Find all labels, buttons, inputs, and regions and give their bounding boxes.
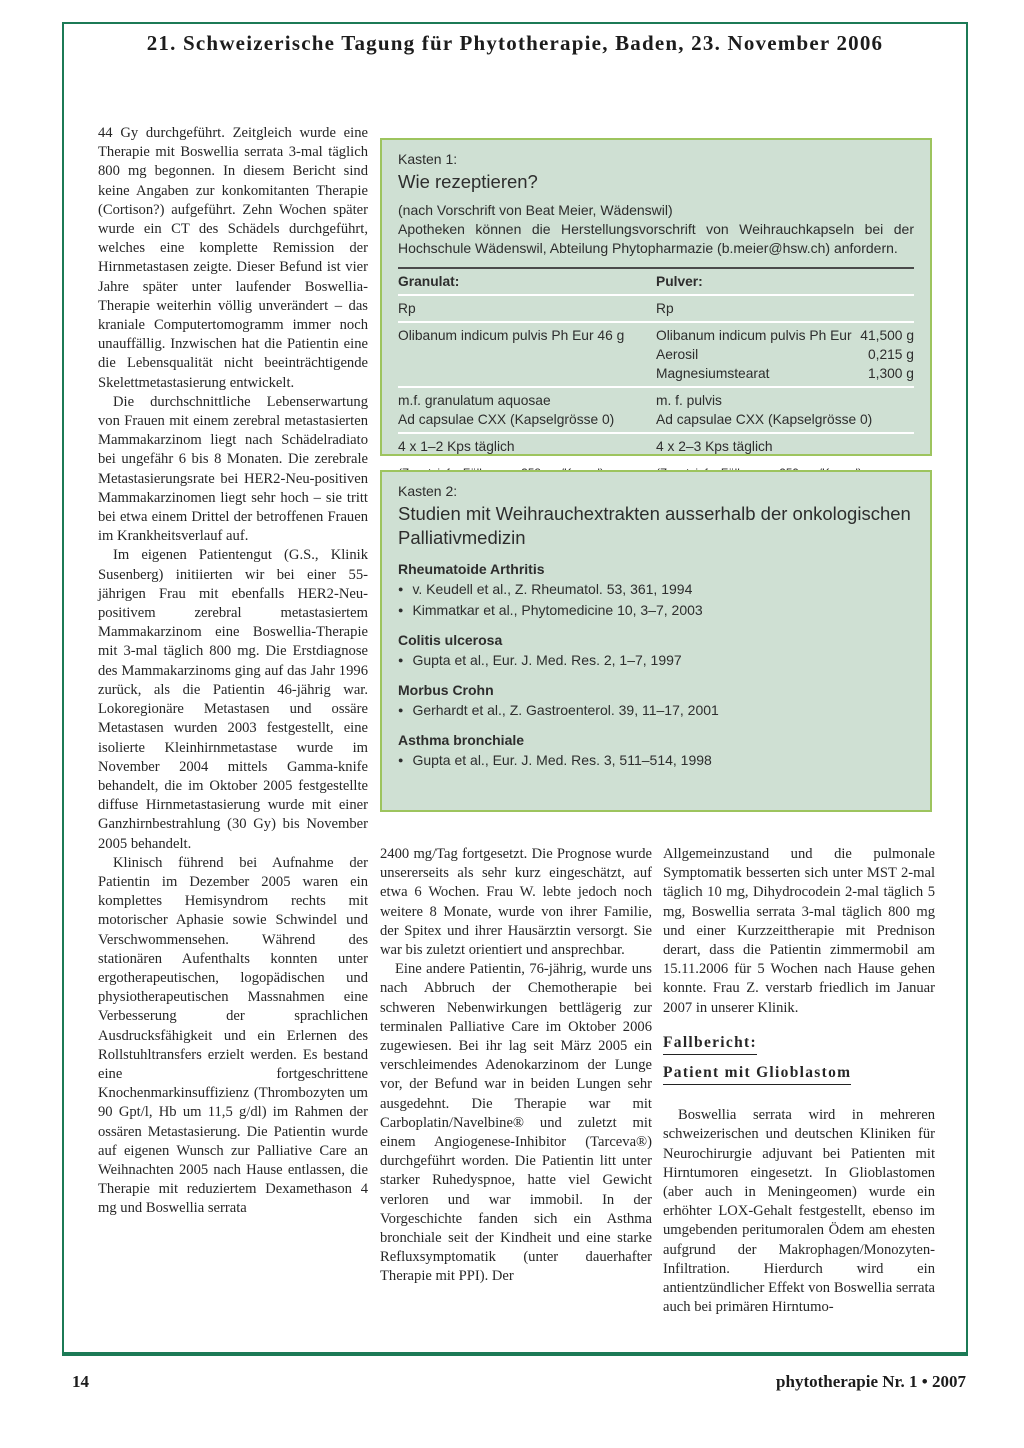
recipe-table [398, 267, 914, 486]
granulat-ingredients [398, 326, 656, 383]
dosage-row [398, 434, 914, 461]
ingredient-line [656, 345, 914, 364]
bullet-icon: ● [398, 655, 404, 665]
reference-item [398, 579, 914, 600]
kasten2-title: Studien mit Weihrauchextrakten ausserhalb der onkologischen Palliativmedizin [398, 503, 911, 548]
preparation-row [398, 388, 914, 434]
bullet-icon: ● [398, 605, 404, 615]
mf-line: m. f. pulvis [656, 393, 722, 408]
rp-row [398, 296, 914, 323]
study-section [398, 561, 914, 621]
study-section [398, 732, 914, 771]
mf-line: m.f. granulatum aquosae [398, 393, 551, 408]
case-report-heading [663, 1033, 935, 1093]
journal-name: phytotherapie Nr. 1 • 2007 [776, 1372, 966, 1391]
kasten2-box [380, 470, 932, 812]
ingredient-amount: 46 g [597, 328, 625, 343]
bullet-icon: ● [398, 755, 404, 765]
study-section [398, 632, 914, 671]
kasten1-note: Apotheken können die Herstellungsvorschrift von Weihrauchkapseln bei der Hochschule Wädenswil, Abteilung Phytopharmazie (b.meier@hsw.ch) anfordern. [398, 221, 914, 256]
reference-text: Kimmatkar et al., Phytomedicine 10, 3–7, 2003 [412, 602, 703, 618]
reference-item [398, 750, 914, 771]
kasten2-label: Kasten 2: [398, 483, 458, 499]
heading-line: Patient mit Glioblastom [663, 1063, 851, 1085]
reference-text: Gerhardt et al., Z. Gastroenterol. 39, 11–17, 2001 [412, 702, 719, 718]
section-heading: Colitis ulcerosa [398, 632, 503, 648]
reference-item [398, 600, 914, 621]
ingredient-amount: 0,215 g [867, 347, 914, 362]
bullet-icon: ● [398, 584, 404, 594]
paragraph: Allgemeinzustand und die pulmonale Symptomatik besserten sich unter MST 2-mal täglich 10 mg, Dihydrocodein 2-mal täglich 5 mg, Boswellia serrata 3-mal täglich 800 mg und einer Kurzzeittherapie mit Prednison derart, dass die Patientin zimmermobil am 15.11.2006 für 5 Wochen nach Hause gehen konnte. Frau Z. verstarb friedlich im Januar 2007 in unserer Klinik. [663, 846, 935, 1016]
paragraph: 2400 mg/Tag fortgesetzt. Die Prognose wurde unsererseits als sehr kurz eingeschätzt, auf etwa 6 Wochen. Frau W. lebte jedoch noch weitere 8 Monate, wurde von ihrer Familie, der Spitex und ihrer Hausärztin versorgt. Sie war bis zuletzt orientiert und ansprechbar. [380, 846, 652, 959]
paragraph: Eine andere Patientin, 76-jährig, wurde uns nach Abbruch der Chemotherapie bei schweren Nebenwirkungen bettlägerig zur terminalen Palliative Care im Oktober 2006 zugewiesen. Bei ihr lag seit März 2005 ein verschleimendes Adenokarzinom der Lunge vor, der Befund war in beiden Lungen sehr ausgedehnt. Die Therapie war mit Carboplatin/Navelbine® und zuletzt mit einem Angiogenese-Inhibitor (Tarceva®) durchgeführt worden. Die Patientin litt unter starker Ruhedyspnoe, hatte viel Gewicht verloren und war immobil. In der Vorgeschichte fanden sich ein Asthma bronchiale seit der Kindheit und eine starke Refluxsymptomatik (unter dauerhafter Therapie mit PPI). Der [380, 961, 652, 1285]
reference-text: Gupta et al., Eur. J. Med. Res. 3, 511–514, 1998 [412, 752, 712, 768]
capsule-line: Ad capsulae CXX (Kapselgrösse 0) [398, 412, 615, 427]
granulat-header: Granulat: [398, 274, 460, 289]
reference-text: v. Keudell et al., Z. Rheumatol. 53, 361, 1994 [412, 581, 693, 597]
kasten1-label: Kasten 1: [398, 151, 458, 167]
granulat-rp: Rp [398, 301, 416, 316]
bullet-icon: ● [398, 705, 404, 715]
kasten1-box [380, 138, 932, 456]
paragraph: 44 Gy durchgeführt. Zeitgleich wurde eine Therapie mit Boswellia serrata 3-mal täglich 800 mg begonnen. In diesem Bericht sind keine Angaben zur konkomitanten Therapie (Cortison?) aufgeführt. Zehn Wochen später wurde ein CT des Schädels durchgeführt, welches eine komplette Remission der Hirnmetastasen zeigte. Dieser Befund ist vier Jahre später unter laufender Boswellia-Therapie weiterhin völlig unverändert – das kraniale Computertomogramm immer noch unauffällig. Inzwischen hat die Patientin eine die Lebensqualität nicht beeinträchtigende Skelettmetastasierung entwickelt. [98, 125, 368, 391]
granulat-dosage: 4 x 1–2 Kps täglich [398, 439, 515, 454]
capsule-line: Ad capsulae CXX (Kapselgrösse 0) [656, 412, 873, 427]
reference-item [398, 650, 914, 671]
right-text-column [663, 845, 935, 1347]
table-header-row [398, 267, 914, 296]
ingredient-name: Olibanum indicum pulvis Ph Eur [656, 328, 852, 343]
ingredient-name: Magnesiumstearat [656, 366, 770, 381]
page-title: 21. Schweizerische Tagung für Phytotherapie, Baden, 23. November 2006 [146, 31, 884, 55]
paragraph: Boswellia serrata wird in mehreren schweizerischen und deutschen Kliniken für Neurochirurgie adjuvant bei Patienten mit Hirntumoren eingesetzt. In Glioblastomen (aber auch in Meningeomen) wurde ein erhöhter LOX-Gehalt festgestellt, ebenso im umgebenden peritumoralen Ödem am ehesten aufgrund der Makrophagen/Monozyten-Infiltration. Hierdurch wird ein antientzündlicher Effekt von Boswellia serrata auch bei primären Hirntumo- [663, 1107, 935, 1316]
reference-item [398, 700, 914, 721]
granulat-preparation [398, 391, 656, 429]
page-number: 14 [72, 1372, 89, 1391]
ingredients-row [398, 323, 914, 388]
pulver-rp: Rp [656, 301, 674, 316]
section-heading: Morbus Crohn [398, 682, 494, 698]
study-section [398, 682, 914, 721]
paragraph: Die durchschnittliche Lebenserwartung von Frauen mit einem zerebral metastasierten Mammakarzinom liegt nach Schädelradiato bei ungefähr 6 bis 8 Monaten. Die zerebrale Metastasierungsrate bei HER2-Neu-positiven Mammakarzinomen liegt sehr hoch – sie tritt bei etwa einem Drittel der betroffenen Frauen im Krankheitsverlauf auf. [98, 393, 368, 545]
ingredient-name: Olibanum indicum pulvis Ph Eur [398, 328, 594, 343]
kasten1-title: Wie rezeptieren? [398, 171, 538, 192]
ingredient-line [656, 364, 914, 383]
paragraph: Im eigenen Patientengut (G.S., Klinik Susenberg) initiierten wir bei einer 55-jährigen Frau mit ebenfalls HER2-Neu-positivem zerebral metastasiertem Mammakarzinom eine Boswellia-Therapie mit 3-mal täglich 800 mg. Die Erstdiagnose des Mammakarzinoms ging auf das Jahr 1996 zurück, als die Patientin 46-jährig war. Lokoregionäre Metastasen und ossäre Metastasen wurden 2003 festgestellt, eine isolierte Kleinhirnmetastase wurde im November 2004 mittels Gamma-knife behandelt, die im Oktober 2005 festgestellte diffuse Hirnmetastasierung wurde mit einer Ganzhirnbestrahlung (30 Gy) bis November 2005 behandelt. [98, 547, 368, 852]
heading-line: Fallbericht: [663, 1033, 757, 1055]
kasten1-subtitle: (nach Vorschrift von Beat Meier, Wädenswil) [398, 202, 673, 218]
reference-text: Gupta et al., Eur. J. Med. Res. 2, 1–7, 1997 [412, 652, 682, 668]
page-footer [72, 1372, 966, 1392]
section-heading: Asthma bronchiale [398, 732, 525, 748]
left-text-column [98, 124, 368, 1348]
middle-text-column [380, 845, 652, 1347]
pulver-ingredients [656, 326, 914, 383]
paragraph: Klinisch führend bei Aufnahme der Patientin im Dezember 2005 waren ein komplettes Hemisyndrom rechts mit motorischer Aphasie sowie Schwindel und Verschwommensehen. Während des stationären Aufenthalts konnten unter ergotherapeutischen, logopädischen und physiotherapeutischen Massnahmen eine Verbesserung der sprachlichen Ausdrucksfähigkeit und ein Erlernen des Rollstuhltransfers erzielt werden. Es bestand eine fortgeschrittene Knochenmarkinsuffizienz (Thrombozyten um 90 Gpt/l, Hb um 11,5 g/dl) im Rahmen der ossären Metastasierung. Die Patientin wurde auf eigenen Wunsch zur Palliative Care an Weihnachten 2005 nach Hause entlassen, die Therapie mit reduziertem Dexamethason 4 mg und Boswellia serrata [98, 854, 368, 1217]
ingredient-line [656, 326, 914, 345]
ingredient-amount: 1,300 g [867, 366, 914, 381]
pulver-preparation [656, 391, 914, 429]
ingredient-name: Aerosil [656, 347, 699, 362]
section-heading: Rheumatoide Arthritis [398, 561, 545, 577]
pulver-header: Pulver: [656, 274, 703, 289]
ingredient-amount: 41,500 g [860, 328, 914, 343]
pulver-dosage: 4 x 2–3 Kps täglich [656, 439, 773, 454]
